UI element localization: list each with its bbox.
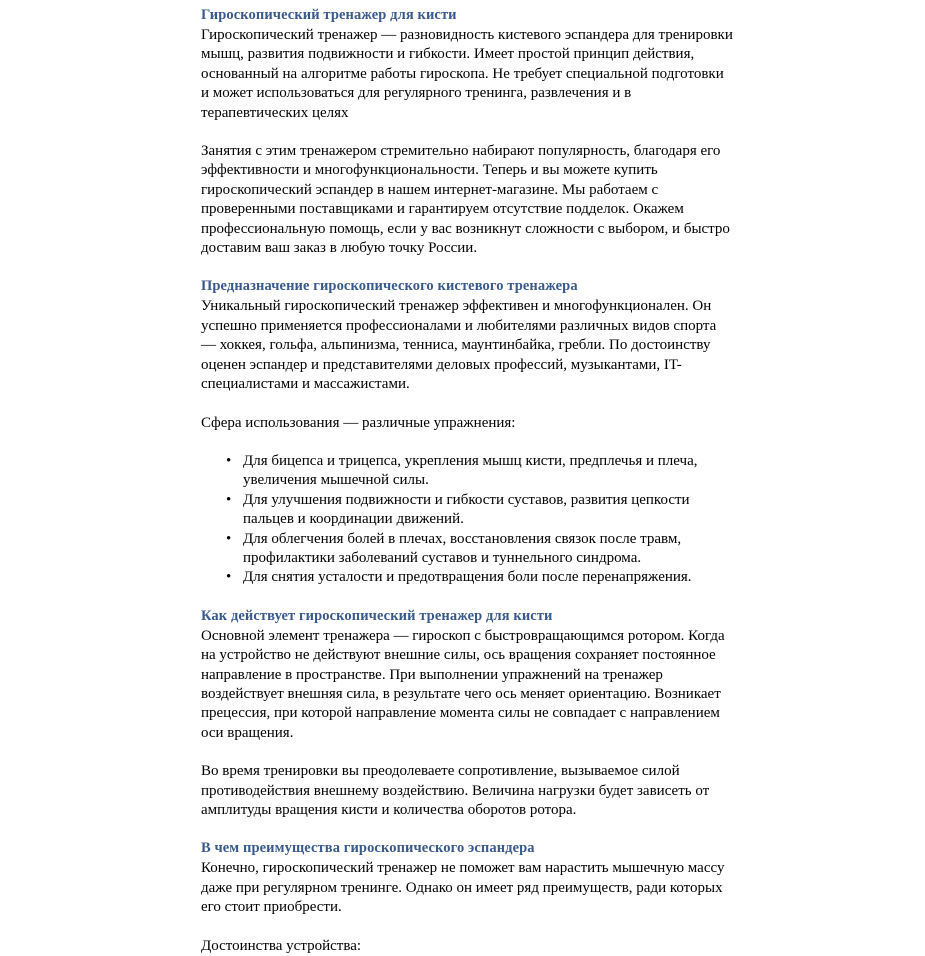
section-4-paragraph-2: Достоинства устройства: xyxy=(201,937,362,954)
section-heading-4: В чем преимущества гироскопического эспандера xyxy=(201,840,535,857)
list-item xyxy=(201,452,734,491)
list-item-text: Для улучшения подвижности и гибкости суставов, развития цепкости пальцев и координации движений. xyxy=(243,491,690,528)
document-body xyxy=(201,6,734,956)
section-4-paragraph-1: Конечно, гироскопический тренажер не поможет вам нарастить мышечную массу даже при регулярном тренинге. Однако он имеет ряд преимуществ, ради которых его стоит приобрести. xyxy=(201,860,725,916)
section-2-paragraph-2: Сфера использования — различные упражнения: xyxy=(201,414,516,431)
list-item-text: Для облегчения болей в плечах, восстановления связок после травм, профилактики заболеваний суставов и туннельного синдрома. xyxy=(243,530,682,566)
benefits-bullet-list xyxy=(201,452,734,588)
section-heading-1: Гироскопический тренажер для кисти xyxy=(201,7,457,23)
bullet-dot-icon: • xyxy=(226,530,232,547)
document-section-4 xyxy=(201,839,734,956)
list-item-text: Для снятия усталости и предотвращения боли после перенапряжения. xyxy=(243,569,692,586)
list-item xyxy=(201,491,734,530)
section-3-paragraph-2: Во время тренировки вы преодолеваете сопротивление, вызываемое силой противодействия внешнему воздействию. Величина нагрузки будет зависеть от амплитуды вращения кисти и количества оборотов ротора. xyxy=(201,763,710,818)
section-1-paragraph-1: Гироскопический тренажер — разновидность кистевого эспандера для тренировки мышц, развития подвижности и гибкости. Имеет простой принцип действия, основанный на алгоритме работы гироскопа. Не требует специальной подготовки и может использоваться для регулярного тренинга, развлечения и в терапевтических целях xyxy=(201,27,733,121)
list-item xyxy=(201,530,734,569)
section-heading-3: Как действует гироскопический тренажер для кисти xyxy=(201,607,553,624)
document-section-2 xyxy=(201,277,734,587)
document-section-1 xyxy=(201,6,734,258)
document-section-3 xyxy=(201,607,734,821)
bullet-dot-icon: • xyxy=(226,569,232,586)
section-1-paragraph-2: Занятия с этим тренажером стремительно набирают популярность, благодаря его эффективности и многофункциональности. Теперь и вы можете купить гироскопический эспандер в нашем интернет-магазине. Мы работаем с проверенными поставщиками и гарантируем отсутствие подделок. Окажем профессиональную помощь, если у вас возникнут сложности с выбором, и быстро доставим ваш заказ в любую точку России. xyxy=(201,143,730,257)
section-2-paragraph-1: Уникальный гироскопический тренажер эффективен и многофункционален. Он успешно применяется профессионалами и любителями различных видов спорта — хоккея, гольфа, альпинизма, тенниса, маунтинбайка, гребли. По достоинству оценен эспандер и представителями деловых профессий, музыкантами, IT-специалистами и массажистами. xyxy=(201,298,717,393)
bullet-dot-icon: • xyxy=(226,452,232,469)
bullet-dot-icon: • xyxy=(226,491,232,508)
section-3-paragraph-1: Основной элемент тренажера — гироскоп с быстровращающимся ротором. Когда на устройство не действуют внешние силы, ось вращения сохраняет постоянное направление в пространстве. При выполнении упражнений на тренажер воздействует внешняя сила, в результате чего ось меняет ориентацию. Возникает прецессия, при которой направление момента силы не совпадает с направлением оси вращения. xyxy=(201,627,725,741)
section-heading-2: Предназначение гироскопического кистевого тренажера xyxy=(201,278,578,295)
list-item-text: Для бицепса и трицепса, укрепления мышц кисти, предплечья и плеча, увеличения мышечной силы. xyxy=(243,452,698,489)
list-item xyxy=(201,568,734,587)
